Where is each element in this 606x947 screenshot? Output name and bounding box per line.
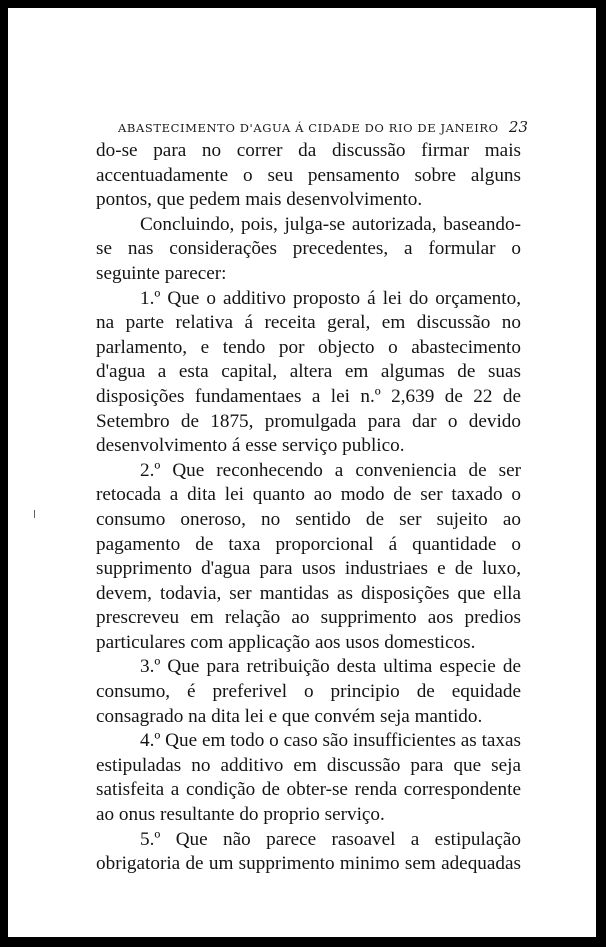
paragraph-item-3: 3.º Que para retribuição desta ultima especie de consumo, é preferivel o principio de equidade consagrado na dita lei e que convém seja mantido.	[96, 656, 521, 727]
margin-mark	[34, 510, 35, 518]
page-body	[96, 139, 521, 877]
paragraph-item-5: 5.º Que não parece rasoavel a estipulação obrigatoria de um supprimento minimo sem adequadas	[96, 828, 521, 875]
paragraph-intro: do-se para no correr da discussão firmar mais accentuadamente o seu pensamento sobre alguns pontos, que pedem mais desenvolvimento.	[96, 140, 521, 211]
paragraph-item-1: 1.º Que o additivo proposto á lei do orçamento, na parte relativa á receita geral, em discussão no parlamento, e tendo por objecto o abastecimento d'agua a esta capital, altera em algumas de suas disposições fundamentaes a lei n.º 2,639 de 22 de Setembro de 1875, promulgada para dar o devido desenvolvimento á esse serviço publico.	[96, 287, 521, 457]
paragraph-concluindo: Concluindo, pois, julga-se autorizada, baseando-se nas considerações precedentes, a formular o seguinte parecer:	[96, 213, 521, 284]
paragraph-item-4: 4.º Que em todo o caso são insufficientes as taxas estipuladas no additivo em discussão para que seja satisfeita a condição de obter-se renda correspondente ao onus resultante do proprio serviço.	[96, 730, 521, 826]
book-page	[8, 8, 596, 937]
page-number: 23	[508, 118, 528, 136]
running-title: ABASTECIMENTO D'AGUA Á CIDADE DO RIO DE JANEIRO	[118, 121, 499, 135]
running-header	[118, 118, 528, 136]
paragraph-item-2: 2.º Que reconhecendo a conveniencia de ser retocada a dita lei quanto ao modo de ser taxado o consumo oneroso, no sentido de ser sujeito ao pagamento de taxa proporcional á quantidade o supprimento d'agua para usos industriaes e de luxo, devem, todavia, ser mantidas as disposições que ella prescreveu em relação ao supprimento aos predios particulares com applicação aos usos domesticos.	[96, 459, 521, 653]
